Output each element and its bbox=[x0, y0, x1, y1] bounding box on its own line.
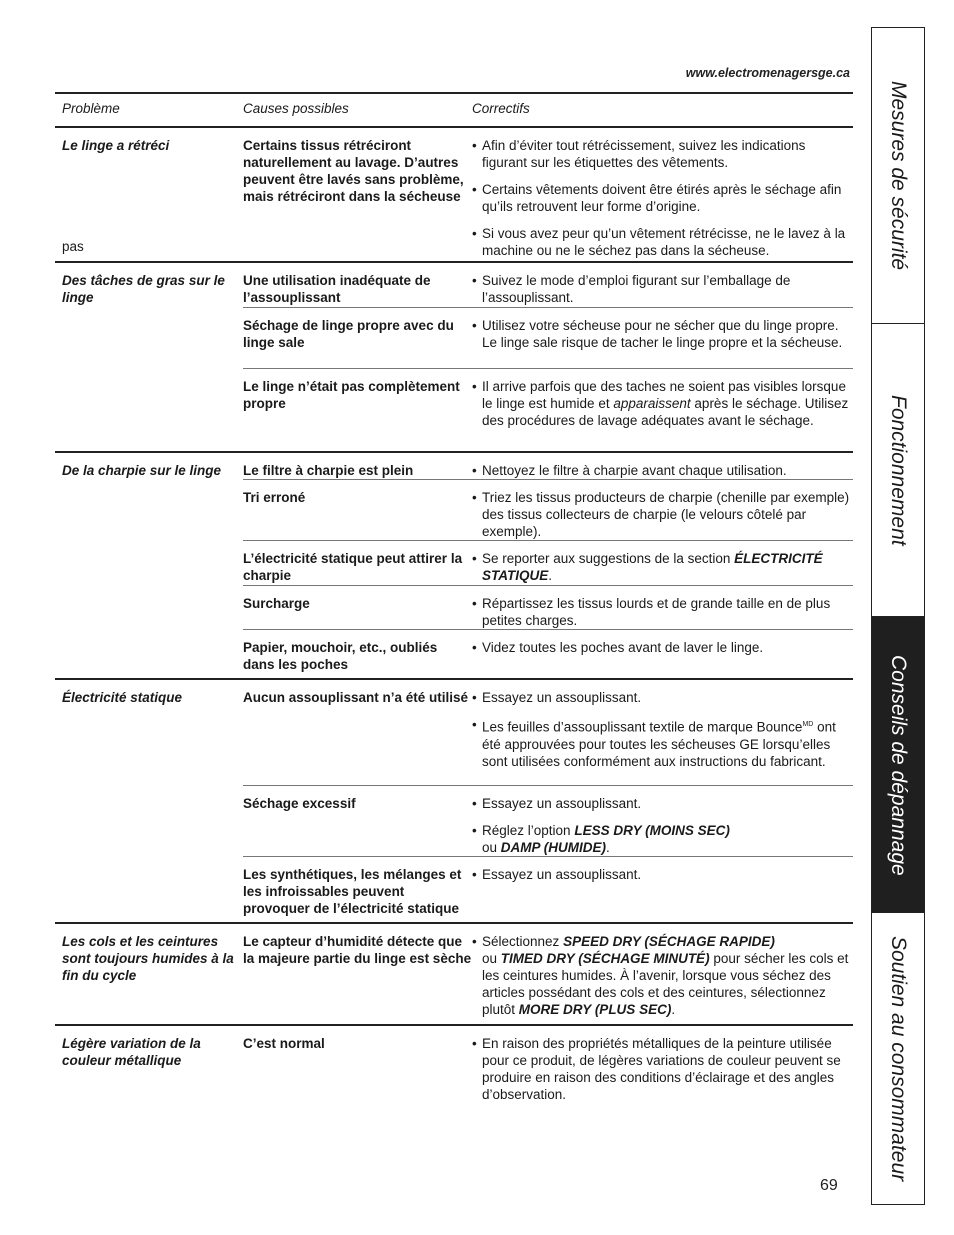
problem-label: De la charpie sur le linge bbox=[62, 463, 222, 478]
col-header-fixes: Correctifs bbox=[472, 101, 530, 116]
cause-text: Une utilisation inadéquate de l’assouplissant bbox=[243, 273, 431, 305]
fixes-cell bbox=[472, 541, 853, 585]
table-row bbox=[243, 540, 853, 585]
website-url: www.electromenagersge.ca bbox=[685, 66, 850, 80]
cause-text: Certains tissus rétréciront naturellement au lavage. D’autres peuvent être lavés sans problème, mais rétréciront dans la sécheuse bbox=[243, 138, 464, 204]
fixes-cell bbox=[472, 128, 853, 267]
fixes-cell bbox=[472, 586, 853, 629]
fix-item: • Triez les tissus producteurs de charpie (chenille par exemple) des tissus collecteurs de charpie (le velours côtelé par exemple). bbox=[472, 489, 853, 540]
table-row bbox=[243, 785, 853, 856]
cause-text: L’électricité statique peut attirer la charpie bbox=[243, 551, 463, 583]
fixes-cell bbox=[472, 924, 853, 1024]
fix-item: • Se reporter aux suggestions de la section ÉLECTRICITÉ STATIQUE. bbox=[472, 550, 853, 584]
problem-group bbox=[55, 263, 853, 453]
fix-item: • Sélectionnez SPEED DRY (SÉCHAGE RAPIDE) ou TIMED DRY (SÉCHAGE MINUTÉ) pour sécher les cols et les ceintures humides. À l’avenir, lorsque vous séchez des articles possédant des cols et des ceintures, sélectionnez plutôt MORE DRY (PLUS SEC). bbox=[472, 933, 853, 1018]
fix-item: • En raison des propriétés métalliques de la peinture utilisée pour ce produit, de légères variations de couleur peuvent se produire en raison des conditions d’éclairage et des angles d’observation. bbox=[472, 1035, 853, 1103]
table-row bbox=[243, 1026, 853, 1111]
table-row bbox=[243, 307, 853, 368]
fixes-cell bbox=[472, 263, 853, 307]
fix-item: • Suivez le mode d’emploi figurant sur l’emballage de l’assouplissant. bbox=[472, 272, 853, 306]
table-header-row bbox=[55, 92, 853, 128]
fix-item: • Nettoyez le filtre à charpie avant chaque utilisation. bbox=[472, 462, 853, 479]
problem-group bbox=[55, 453, 853, 680]
fixes-cell bbox=[472, 480, 853, 540]
problem-label: Des tâches de gras sur le linge bbox=[62, 273, 225, 305]
cause-text: Tri erroné bbox=[243, 490, 306, 505]
fix-item: • Essayez un assouplissant. bbox=[472, 795, 853, 812]
stray-text: pas bbox=[62, 239, 84, 254]
fix-item: • Il arrive parfois que des taches ne soient pas visibles lorsque le linge est humide et apparaissent après le séchage. Utilisez des procédures de lavage adéquates avant le séchage. bbox=[472, 378, 853, 429]
fix-item: • Réglez l’option LESS DRY (MOINS SEC) ou DAMP (HUMIDE). bbox=[472, 822, 853, 856]
cause-text: Séchage de linge propre avec du linge sale bbox=[243, 318, 454, 350]
fix-item: • Certains vêtements doivent être étirés après le séchage afin qu’ils retrouvent leur forme d’origine. bbox=[472, 181, 853, 215]
problem-group bbox=[55, 128, 853, 263]
table-row bbox=[243, 856, 853, 922]
fix-item: • Utilisez votre sécheuse pour ne sécher que du linge propre. Le linge sale risque de tacher le linge propre et la sécheuse. bbox=[472, 317, 853, 351]
fix-item: • Afin d’éviter tout rétrécissement, suivez les indications figurant sur les étiquettes des vêtements. bbox=[472, 137, 853, 171]
fixes-cell bbox=[472, 680, 853, 785]
problem-label: Les cols et les ceintures sont toujours humides à la fin du cycle bbox=[62, 934, 234, 983]
tab-soutien-au-consommateur[interactable]: Soutien au consommateur bbox=[872, 912, 924, 1205]
table-row bbox=[243, 479, 853, 540]
tab-mesures-de-securite[interactable]: Mesures de sécurité bbox=[887, 80, 910, 271]
fixes-cell bbox=[472, 369, 853, 451]
cause-text: C’est normal bbox=[243, 1036, 325, 1051]
table-row bbox=[243, 128, 853, 267]
fix-item: • Essayez un assouplissant. bbox=[472, 689, 853, 706]
fixes-cell bbox=[472, 308, 853, 368]
problem-group bbox=[55, 680, 853, 924]
table-row bbox=[243, 924, 853, 1024]
cause-text: Le linge n’était pas complètement propre bbox=[243, 379, 460, 411]
fixes-cell bbox=[472, 453, 853, 479]
cause-text: Les synthétiques, les mélanges et les infroissables peuvent provoquer de l’électricité statique bbox=[243, 867, 462, 916]
cause-text: Aucun assouplissant n’a été utilisé bbox=[243, 690, 469, 705]
page-number: 69 bbox=[820, 1177, 838, 1194]
fixes-cell bbox=[472, 630, 853, 678]
table-row bbox=[243, 368, 853, 451]
troubleshooting-table bbox=[55, 92, 853, 1111]
section-tabs bbox=[871, 27, 925, 1205]
col-header-causes: Causes possibles bbox=[243, 101, 349, 116]
table-row bbox=[243, 680, 853, 785]
problem-group bbox=[55, 1026, 853, 1111]
problem-label: Le linge a rétréci pas bbox=[62, 138, 170, 254]
cause-text: Surcharge bbox=[243, 596, 310, 611]
fix-item: • Les feuilles d’assouplissant textile de marque Bounce$^{MD}$ ont été approuvées pour toutes les sécheuses GE lorsqu’elles sont utilisées conformément aux instructions du fabricant. bbox=[472, 716, 853, 770]
fixes-cell bbox=[472, 857, 853, 922]
cause-text: Séchage excessif bbox=[243, 796, 356, 811]
table-row bbox=[243, 263, 853, 307]
tab-conseils-de-depannage[interactable]: Conseils de dépannage bbox=[872, 616, 924, 913]
cause-text: Le filtre à charpie est plein bbox=[243, 463, 414, 478]
fix-item: • Répartissez les tissus lourds et de grande taille en de plus petites charges. bbox=[472, 595, 853, 629]
problem-label: Légère variation de la couleur métallique bbox=[62, 1036, 201, 1068]
col-header-problem: Problème bbox=[62, 101, 120, 116]
cause-text: Papier, mouchoir, etc., oubliés dans les poches bbox=[243, 640, 438, 672]
fix-item: • Videz toutes les poches avant de laver le linge. bbox=[472, 639, 853, 656]
table-row bbox=[243, 453, 853, 479]
fixes-cell bbox=[472, 786, 853, 856]
fix-item: • Essayez un assouplissant. bbox=[472, 866, 853, 883]
table-row bbox=[243, 629, 853, 678]
fix-item: • Si vous avez peur qu’un vêtement rétrécisse, ne le lavez à la machine ou ne le séchez pas dans la sécheuse. bbox=[472, 225, 853, 259]
cause-text: Le capteur d’humidité détecte que la majeure partie du linge est sèche bbox=[243, 934, 472, 966]
tab-fonctionnement[interactable]: Fonctionnement bbox=[872, 323, 924, 617]
fixes-cell bbox=[472, 1026, 853, 1111]
problem-group bbox=[55, 924, 853, 1026]
table-row bbox=[243, 585, 853, 629]
problem-label: Électricité statique bbox=[62, 690, 183, 705]
